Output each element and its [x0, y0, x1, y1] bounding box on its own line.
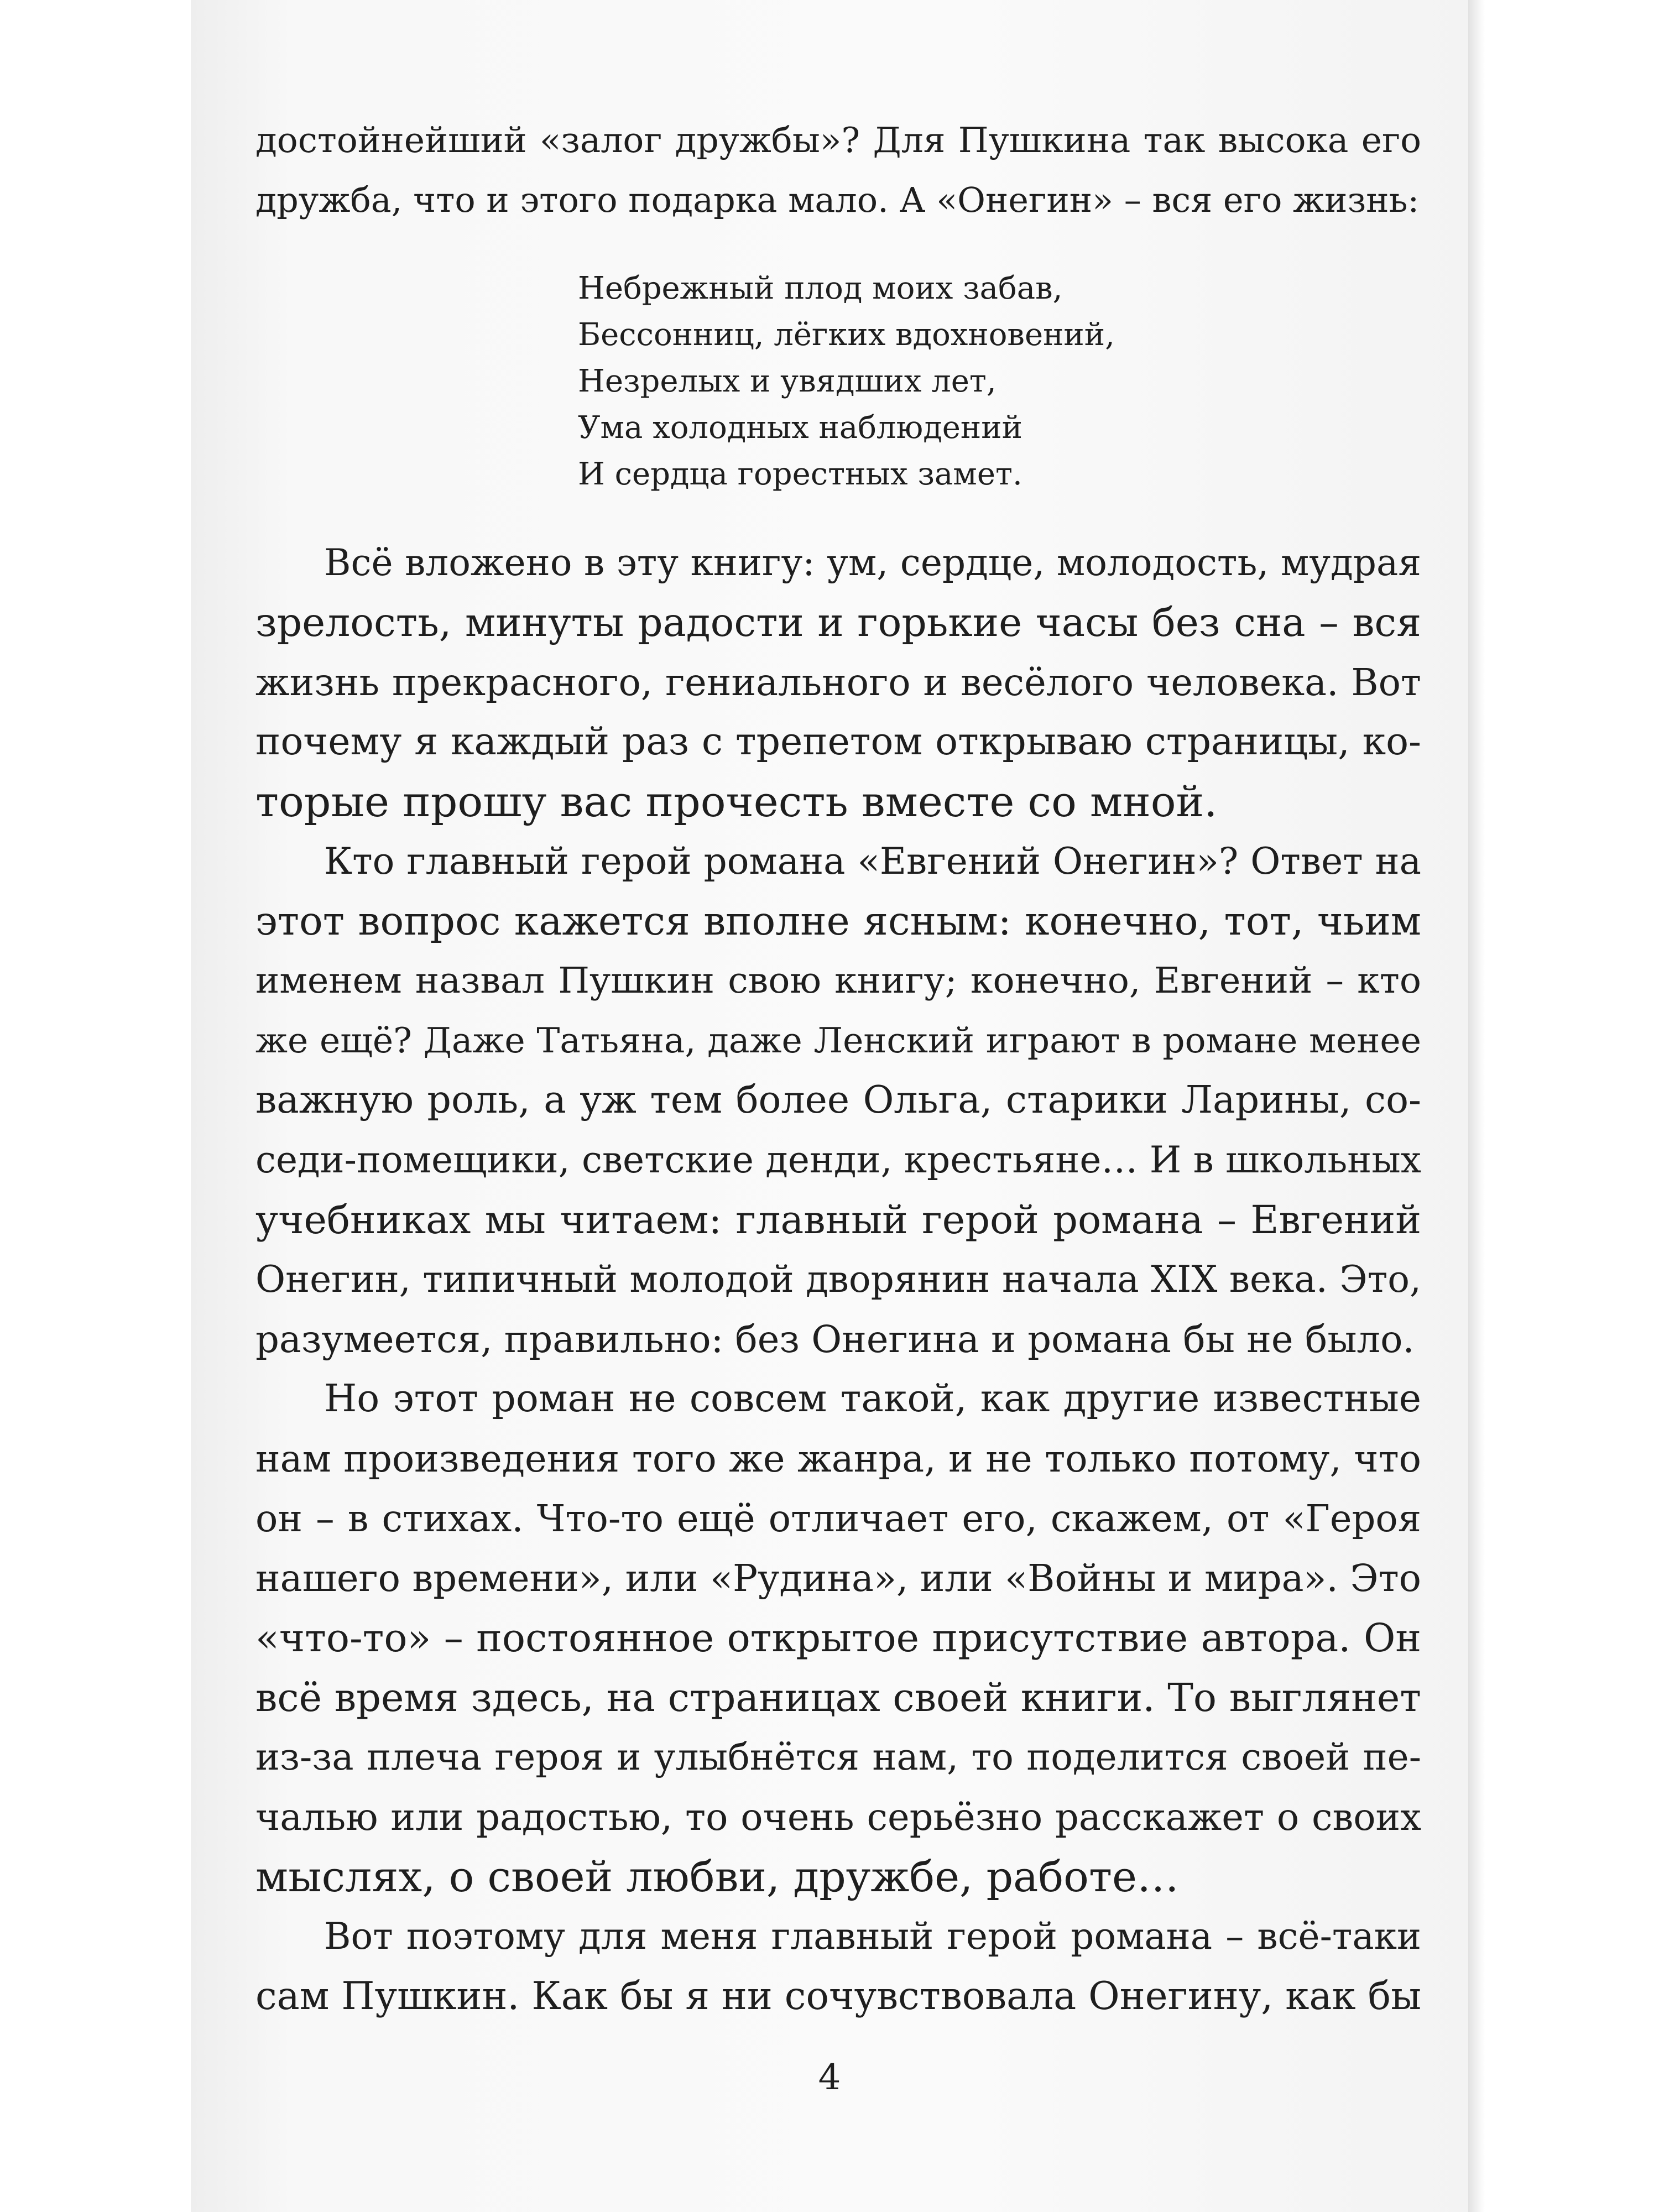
text-line: он – в стихах. Что-то ещё отличает его, скажем, от «Героя: [255, 1497, 1421, 1540]
text-line: сам Пушкин. Как бы я ни сочувствовала Онегину, как бы: [255, 1974, 1421, 2018]
text-line: учебниках мы читаем: главный герой романа – Евгений: [255, 1197, 1421, 1243]
paragraph-author-presence: [255, 1369, 1421, 1907]
text-line: Кто главный герой романа «Евгений Онегин»? Ответ на: [324, 840, 1421, 883]
text-line: разумеется, правильно: без Онегина и романа бы не было.: [255, 1318, 1415, 1361]
text-block: [255, 111, 1421, 2026]
text-line: зрелость, минуты радости и горькие часы без сна – вся: [255, 599, 1421, 645]
text-line: именем назвал Пушкин свою книгу; конечно, Евгений – кто: [255, 960, 1421, 1001]
paragraph-pushkin-hero: [255, 1907, 1421, 2026]
paper-edge: [1468, 0, 1485, 2212]
text-line: жизнь прекрасного, гениального и весёлого человека. Вот: [255, 661, 1421, 704]
text-line: же ещё? Даже Татьяна, даже Ленский играют в романе менее: [255, 1020, 1421, 1061]
text-line: дружба, что и этого подарка мало. А «Онегин» – вся его жизнь:: [255, 180, 1420, 220]
text-line: достойнейший «залог дружбы»? Для Пушкина так высока его: [255, 120, 1421, 160]
text-line: всё время здесь, на страницах своей книги. То выглянет: [255, 1675, 1421, 1720]
verse-stanza: [255, 265, 1421, 498]
text-line: важную роль, а уж тем более Ольга, старики Ларины, со-: [255, 1078, 1421, 1122]
text-line: нашего времени», или «Рудина», или «Войны и мира». Это: [255, 1557, 1421, 1600]
text-line: мыслях, о своей любви, дружбе, работе…: [255, 1852, 1179, 1901]
text-line: чалью или радостью, то очень серьёзно расскажет о своих: [255, 1796, 1421, 1839]
verse-line: Незрелых и увядших лет,: [578, 363, 997, 399]
text-line: Вот поэтому для меня главный герой романа – всё-таки: [324, 1915, 1421, 1958]
verse-line: Ума холодных наблюдений: [578, 410, 1022, 446]
paragraph-book: [255, 533, 1421, 832]
text-line: седи-помещики, светские денди, крестьяне… И в школьных: [255, 1139, 1421, 1181]
verse-line: Бессонниц, лёгких вдохновений,: [578, 317, 1115, 353]
page-number: 4: [818, 2057, 841, 2098]
paragraph-main-hero: [255, 832, 1421, 1369]
text-line: Всё вложено в эту книгу: ум, сердце, молодость, мудрая: [324, 541, 1421, 584]
verse-line: Небрежный плод моих забав,: [578, 270, 1063, 306]
text-line: почему я каждый раз с трепетом открываю страницы, ко-: [255, 720, 1421, 764]
text-line: «что-то» – постоянное открытое присутствие автора. Он: [255, 1615, 1421, 1661]
text-line: нам произведения того же жанра, и не только потому, что: [255, 1437, 1421, 1480]
paragraph-intro: [255, 111, 1421, 230]
verse-line: И сердца горестных замет.: [578, 456, 1022, 492]
text-line: Но этот роман не совсем такой, как другие известные: [324, 1377, 1421, 1421]
text-line: Онегин, типичный молодой дворянин начала XIX века. Это,: [255, 1258, 1421, 1301]
text-line: из-за плеча героя и улыбнётся нам, то поделится своей пе-: [255, 1736, 1421, 1778]
text-line: этот вопрос кажется вполне ясным: конечно, тот, чьим: [255, 898, 1421, 944]
text-line: торые прошу вас прочесть вместе со мной.: [255, 777, 1218, 826]
